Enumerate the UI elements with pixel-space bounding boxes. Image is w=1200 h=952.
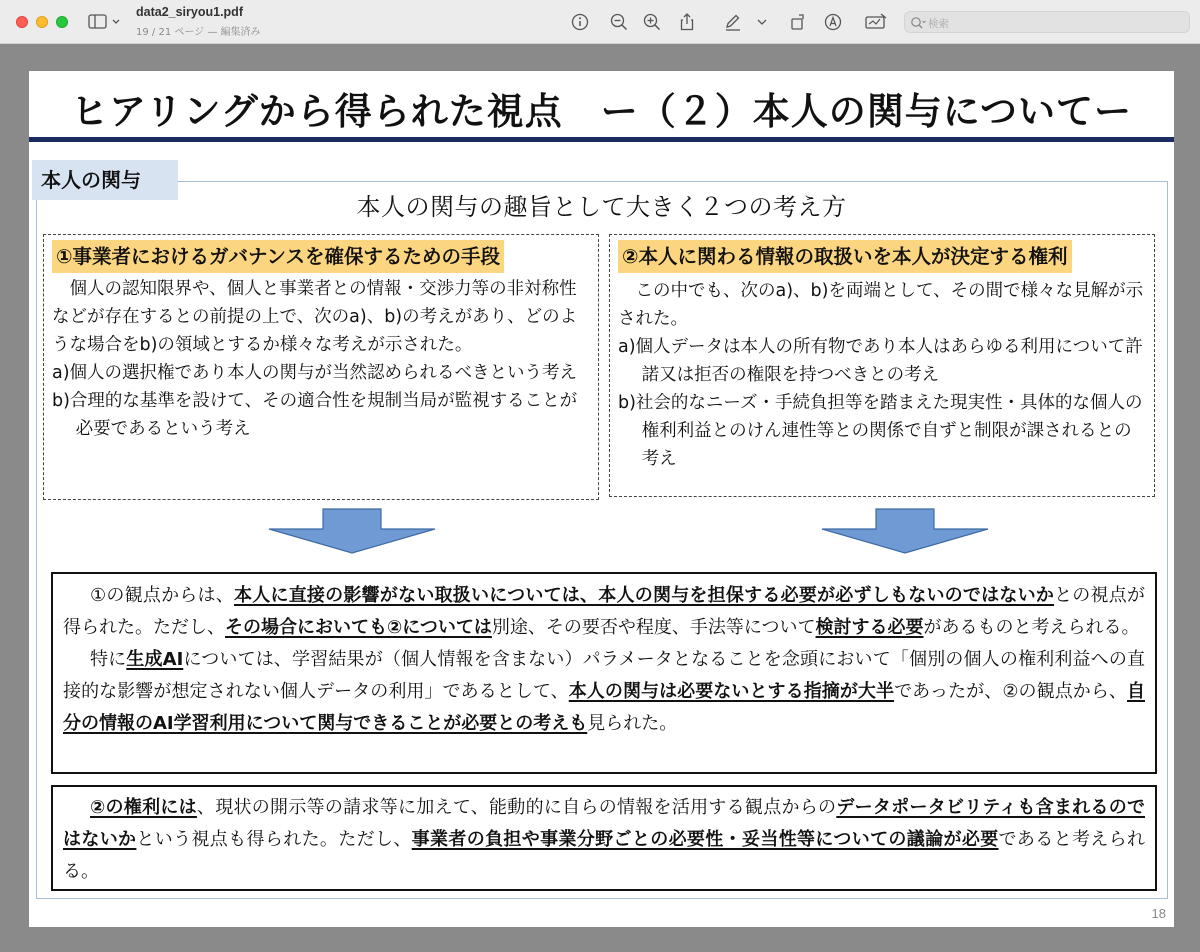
close-window-button[interactable] bbox=[16, 16, 28, 28]
section-heading: 本人の関与の趣旨として大きく２つの考え方 bbox=[356, 193, 847, 221]
text-run: 別途、その要否や程度、手法等について bbox=[491, 617, 816, 638]
text-run: であったが、②の観点から、 bbox=[894, 681, 1128, 702]
right-card-intro: この中でも、次のa)、b)を両端として、その間で様々な見解が示された。 bbox=[618, 281, 1144, 329]
left-card-body bbox=[52, 275, 592, 443]
right-viewpoint-card bbox=[609, 234, 1155, 497]
sidebar-toggle-icon[interactable] bbox=[88, 13, 122, 31]
emphasis-text: 本人に直接の影響がない取扱いについては、本人の関与を担保する必要が必ずしもないのではないか bbox=[234, 585, 1055, 606]
sign-icon[interactable] bbox=[864, 12, 888, 32]
document-page-status: 19 / 21 ページ — 編集済み bbox=[136, 27, 261, 38]
left-card-heading: ①事業者におけるガバナンスを確保するための手段 bbox=[52, 240, 504, 273]
document-filename: data2_siryou1.pdf bbox=[136, 5, 243, 19]
share-icon[interactable] bbox=[677, 12, 697, 32]
zoom-out-icon[interactable] bbox=[609, 12, 629, 32]
left-viewpoint-card bbox=[43, 234, 599, 500]
window-titlebar bbox=[0, 0, 1200, 44]
left-card-item-b: b)合理的な基準を設けて、その適合性を規制当局が監視することが必要であるという考え bbox=[52, 391, 578, 439]
zoom-in-icon[interactable] bbox=[642, 12, 662, 32]
text-run: であると考えられる。 bbox=[63, 829, 1146, 882]
emphasis-text: 本人の関与は必要ないとする指摘が大半 bbox=[568, 681, 895, 702]
emphasis-text: 自分の情報のAI学習利用について関与できることが必要との考えも bbox=[63, 681, 1146, 734]
text-run: 見られた。 bbox=[587, 713, 678, 734]
text-run: 特に bbox=[90, 649, 127, 670]
text-run: 、現状の開示等の請求等に加えて、能動的に自らの情報を活用する観点からの bbox=[196, 797, 837, 818]
rotate-icon[interactable] bbox=[788, 12, 808, 32]
highlight-icon[interactable] bbox=[823, 12, 843, 32]
down-arrow-right-icon bbox=[820, 507, 990, 555]
conclusion-paragraph-2 bbox=[63, 644, 1145, 740]
emphasis-text: その場合においても②については bbox=[225, 617, 492, 638]
text-run: については、学習結果が（個人情報を含まない）パラメータとなることを念頭において「個別の個人の権利利益への直接的な影響が想定されない個人データの利用」であるとして、 bbox=[63, 649, 1145, 702]
emphasis-text: ②の権利には bbox=[90, 797, 197, 818]
info-icon[interactable] bbox=[570, 12, 590, 32]
title-divider bbox=[29, 137, 1174, 142]
right-card-item-a: a)個人データは本人の所有物であり本人はあらゆる利用について許諾又は拒否の権限を持つべきとの考え bbox=[618, 337, 1143, 385]
emphasis-text: 生成AI bbox=[126, 649, 184, 670]
chevron-down-icon[interactable] bbox=[755, 12, 769, 32]
text-run: ①の観点からは、 bbox=[90, 585, 234, 606]
zoom-window-button[interactable] bbox=[56, 16, 68, 28]
text-run: との視点が得られた。ただし、 bbox=[63, 585, 1146, 638]
search-field[interactable] bbox=[904, 11, 1190, 33]
slide-title: ヒアリングから得られた視点 ー（２）本人の関与についてー bbox=[70, 90, 1133, 133]
right-card-heading: ②本人に関わる情報の取扱いを本人が決定する権利 bbox=[618, 240, 1072, 273]
emphasis-text: データポータビリティも含まれるのではないか bbox=[63, 797, 1145, 850]
text-run: という視点も得られた。ただし、 bbox=[136, 829, 412, 850]
left-card-intro: 個人の認知限界や、個人と事業者との情報・交渉力等の非対称性などが存在するとの前提の上で、次のa)、b)の考えがあり、どのような場合をb)の領域とするか様々な考えが示された。 bbox=[52, 279, 578, 355]
right-card-item-b: b)社会的なニーズ・手続負担等を踏まえた現実性・具体的な個人の権利利益とのけん連性等との関係で自ずと制限が課されるとの考え bbox=[618, 393, 1143, 469]
right-card-body bbox=[618, 277, 1148, 473]
down-arrow-left-icon bbox=[267, 507, 437, 555]
left-card-item-a: a)個人の選択権であり本人の関与が当然認められるべきという考え bbox=[52, 363, 578, 383]
pdf-page bbox=[29, 71, 1174, 927]
markup-pen-icon[interactable] bbox=[723, 12, 743, 32]
search-placeholder: 検索 bbox=[928, 18, 949, 30]
minimize-window-button[interactable] bbox=[36, 16, 48, 28]
page-number: 18 bbox=[1151, 906, 1166, 921]
search-icon bbox=[910, 15, 926, 34]
conclusion-box-2 bbox=[51, 785, 1157, 891]
conclusion-paragraph-1 bbox=[63, 580, 1145, 644]
conclusion-paragraph-3 bbox=[63, 792, 1145, 888]
conclusion-box-1 bbox=[51, 572, 1157, 774]
emphasis-text: 事業者の負担や事業分野ごとの必要性・妥当性等についての議論が必要 bbox=[411, 829, 999, 850]
emphasis-text: 検討する必要 bbox=[815, 617, 924, 638]
section-label: 本人の関与 bbox=[32, 160, 178, 200]
text-run: があるものと考えられる。 bbox=[923, 617, 1140, 638]
